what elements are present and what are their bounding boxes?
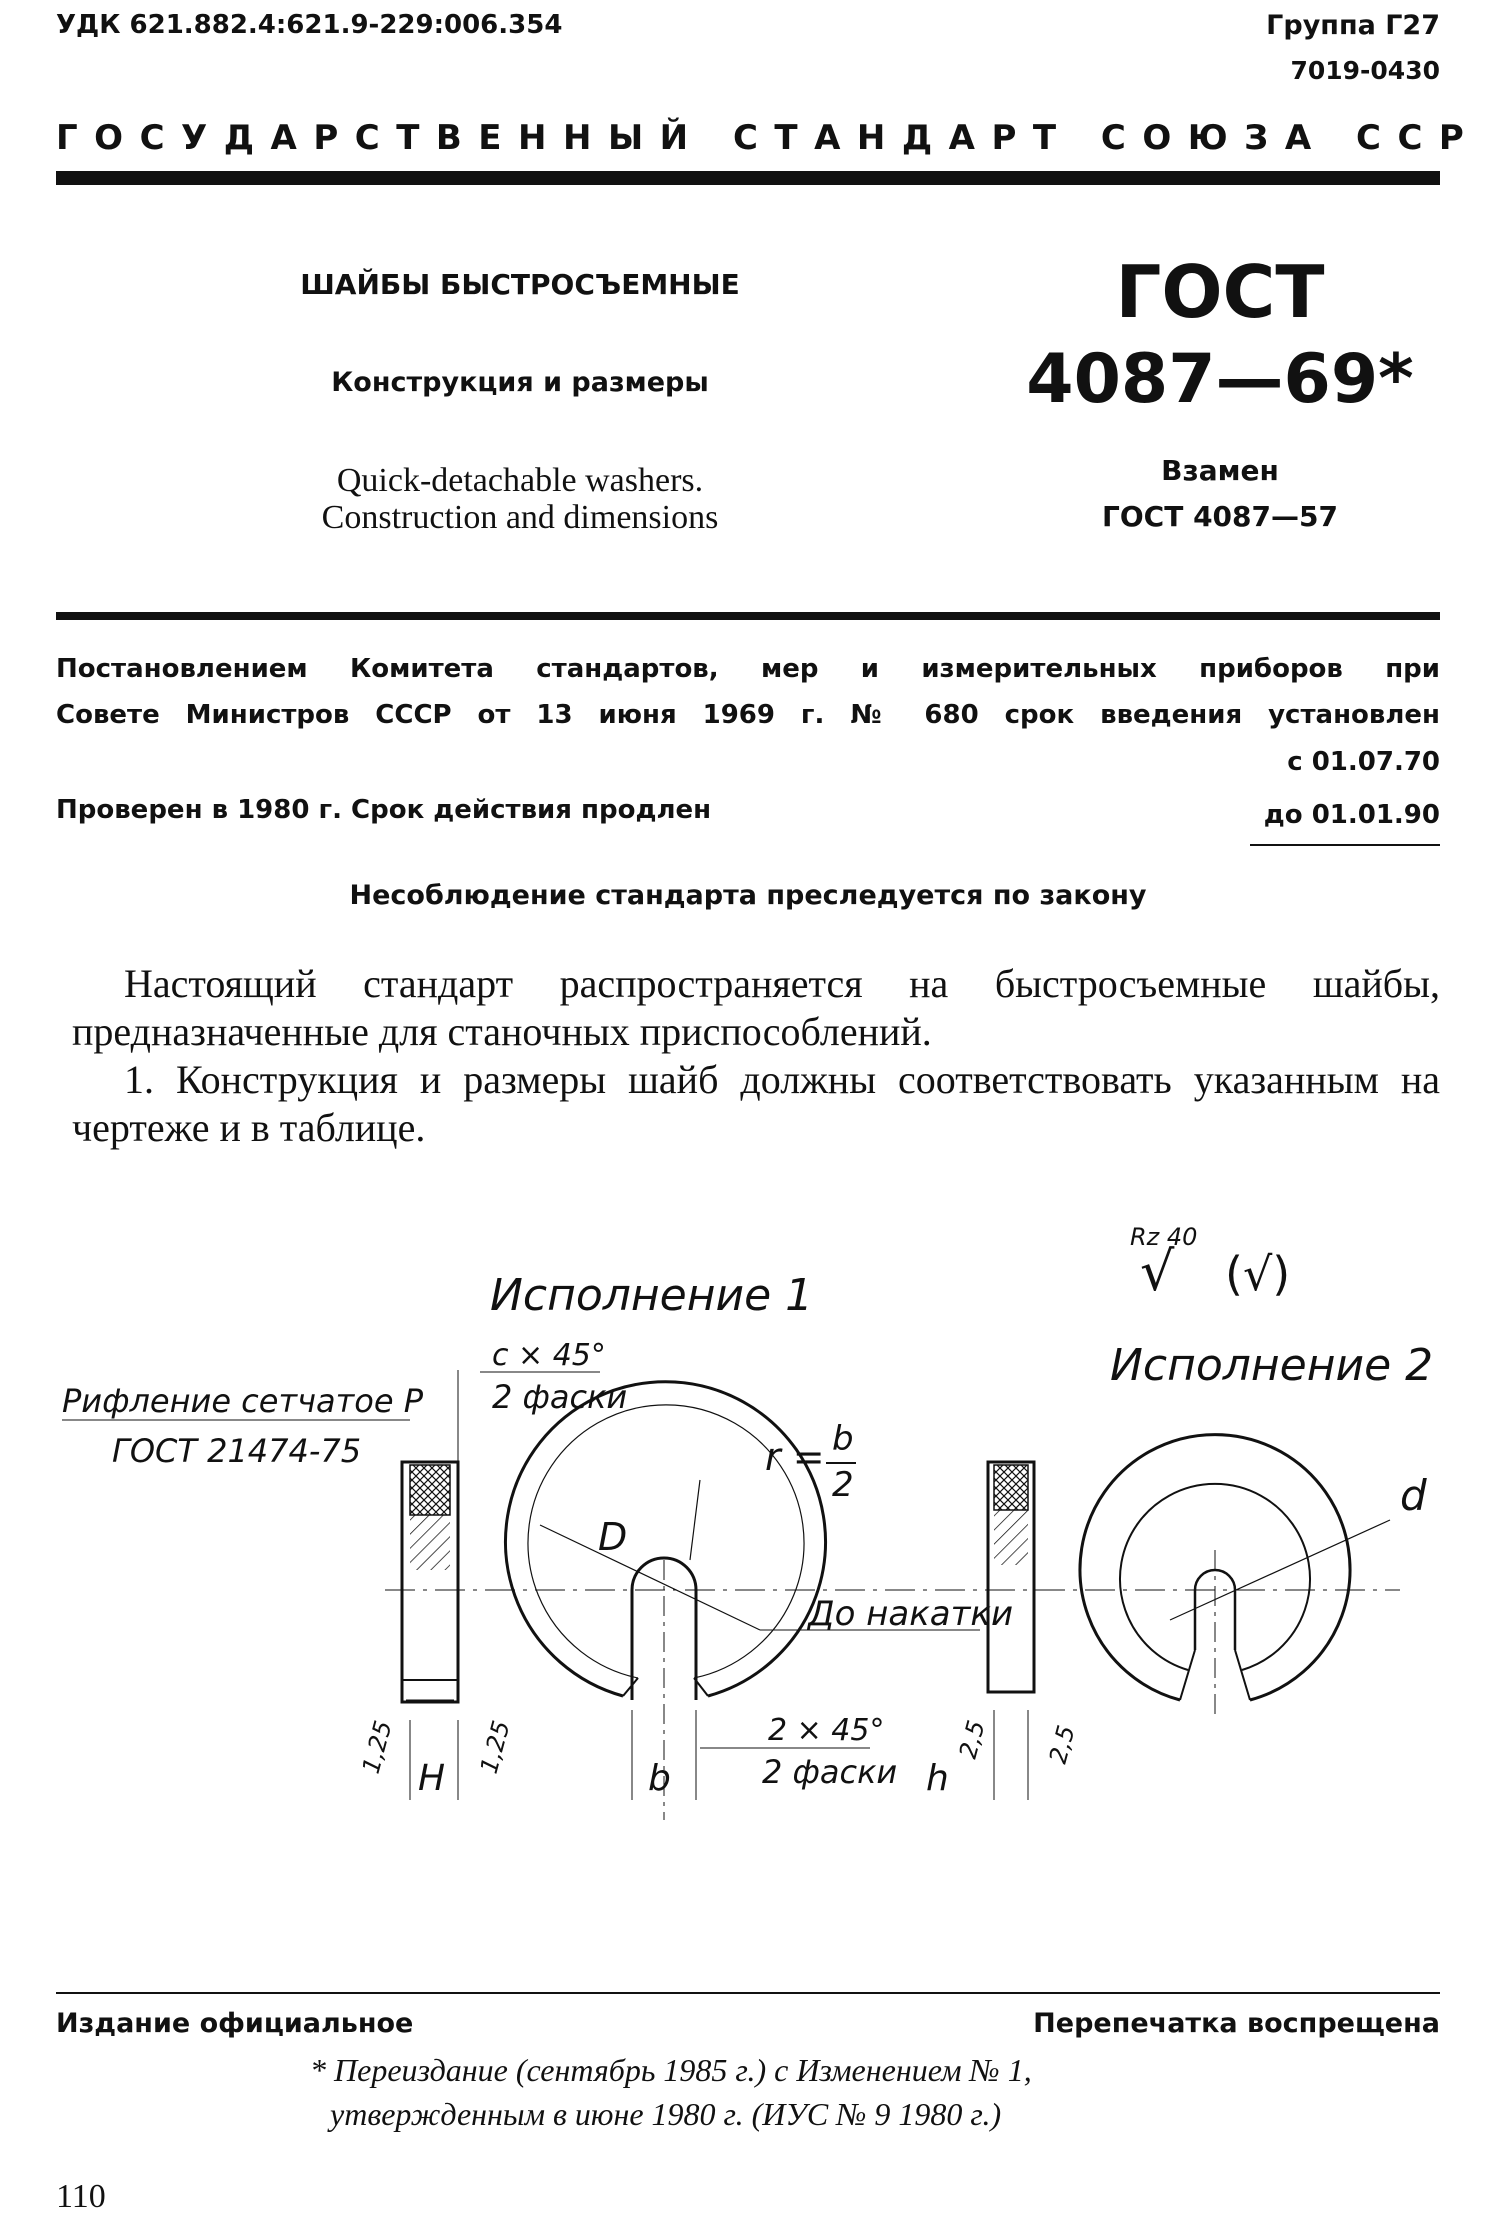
- decree-line1: Постановлением Комитета стандартов, мер и измерительных приборов при: [56, 654, 1440, 684]
- variant1-label: Исполнение 1: [490, 1270, 814, 1321]
- variant2-label: Исполнение 2: [1110, 1340, 1434, 1391]
- radius-numerator: b: [832, 1419, 854, 1459]
- washer-drawing: [0, 1180, 1490, 1860]
- knurl-standard: ГОСТ 21474-75: [112, 1432, 362, 1470]
- replaces-label: Взамен: [1161, 454, 1279, 487]
- chamfer-dim-right: 1,25: [474, 1717, 516, 1777]
- variant1-front-view: [506, 1382, 826, 1696]
- chamfer-dim-left: 1,25: [356, 1717, 398, 1777]
- classification-code: 7019-0430: [1290, 56, 1440, 85]
- chamfer2-size: 2 × 45°: [768, 1713, 885, 1748]
- side-dim-right: 2,5: [1043, 1722, 1081, 1767]
- height-H-label: H: [418, 1758, 446, 1799]
- reprint-prohibited: Перепечатка воспрещена: [1033, 2008, 1440, 2039]
- subtitle-ru: Конструкция и размеры: [331, 367, 709, 398]
- banner: ГОСУДАРСТВЕННЫЙ СТАНДАРТ СОЮЗА ССР: [56, 118, 1481, 158]
- checked-note: Проверен в 1980 г. Срок действия продлен: [56, 795, 712, 825]
- radius-denominator: 2: [832, 1465, 854, 1505]
- diameter-d-label: d: [1400, 1471, 1427, 1520]
- knurl-label: Рифление сетчатое P: [62, 1382, 423, 1420]
- side-dim-left: 2,5: [953, 1717, 991, 1762]
- roughness-label: Rz 40: [1130, 1223, 1198, 1251]
- diameter-D-label: D: [598, 1515, 628, 1559]
- warning-notice: Несоблюдение стандарта преследуется по закону: [349, 880, 1147, 911]
- reissue-note-line2: утвержденным в июне 1980 г. (ИУС № 9 1980 г.): [330, 2096, 1002, 2132]
- paragraph-clause-1: 1. Конструкция и размеры шайб должны соответствовать указанным на чертеже и в таблице.: [72, 1057, 1440, 1150]
- replaces-value: ГОСТ 4087—57: [1102, 500, 1338, 533]
- udc-code: УДК 621.882.4:621.9-229:006.354: [56, 10, 563, 40]
- gost-label: ГОСТ: [1115, 250, 1325, 334]
- group-code: Группа Г27: [1266, 10, 1440, 41]
- paragraph-scope: Настоящий стандарт распространяется на быстросъемные шайбы, предназначенные для станочных приспособлений.: [72, 961, 1440, 1054]
- radius-label: r =: [765, 1435, 825, 1479]
- reissue-note-line1: * Переиздание (сентябрь 1985 г.) с Изменением № 1,: [310, 2052, 1032, 2088]
- decree-line2: Совете Министров СССР от 13 июня 1969 г. № 680 срок введения установлен: [56, 700, 1440, 730]
- effective-date: с 01.07.70: [1287, 747, 1440, 777]
- chamfer1-size: c × 45°: [492, 1338, 606, 1373]
- to-knurl-label: До накатки: [808, 1594, 1014, 1634]
- title-rule: [56, 612, 1440, 620]
- official-edition: Издание официальное: [56, 2008, 414, 2039]
- roughness-paren: (√): [1225, 1247, 1291, 1301]
- roughness-check-icon: √: [1140, 1240, 1175, 1303]
- validity-underline: [1250, 844, 1440, 846]
- height-h-label: h: [926, 1758, 949, 1799]
- title-en-line1: Quick-detachable washers.: [336, 462, 704, 499]
- validity-date: до 01.01.90: [1263, 800, 1440, 830]
- chamfer1-count: 2 фаски: [492, 1378, 628, 1416]
- gost-number: 4087—69*: [1026, 340, 1414, 419]
- title-en-line2: Construction and dimensions: [321, 499, 719, 536]
- slot-b-label: b: [648, 1758, 671, 1799]
- title-ru: ШАЙБЫ БЫСТРОСЪЕМНЫЕ: [300, 268, 740, 301]
- page-number: 110: [56, 2178, 106, 2215]
- banner-rule: [56, 171, 1440, 185]
- footer-rule: [56, 1992, 1440, 1994]
- chamfer2-count: 2 фаски: [762, 1753, 898, 1791]
